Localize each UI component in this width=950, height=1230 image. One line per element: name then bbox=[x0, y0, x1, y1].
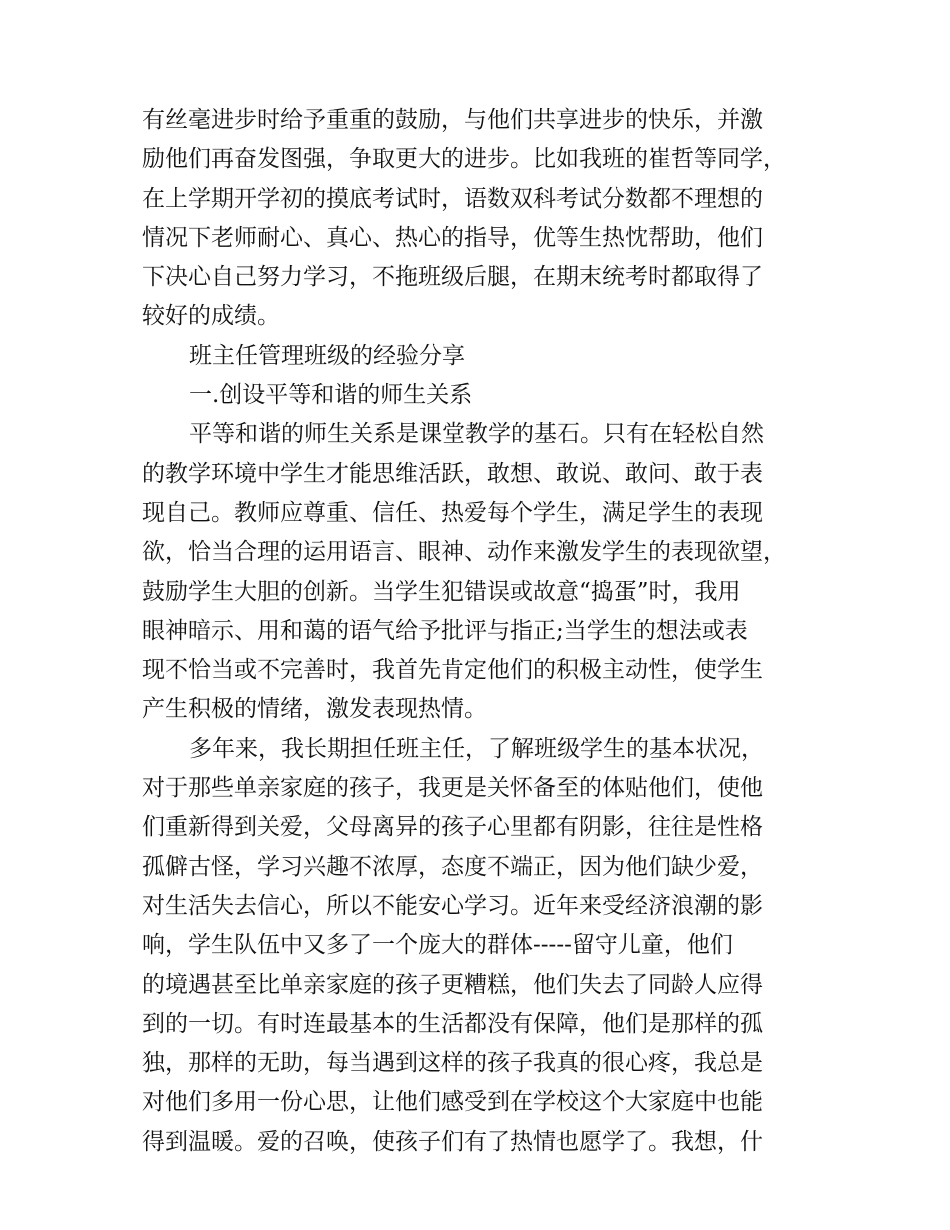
document-body bbox=[142, 101, 832, 1162]
text-line: 平等和谐的师生关系是课堂教学的基石。只有在轻松自然 bbox=[189, 421, 764, 448]
text-line: 较好的成绩。 bbox=[142, 303, 280, 330]
text-line: 独，那样的无助，每当遇到这样的孩子我真的很心疼，我总是 bbox=[142, 1050, 763, 1077]
text-line: 现不恰当或不完善时，我首先肯定他们的积极主动性，使学生 bbox=[142, 657, 763, 684]
text-line: 一.创设平等和谐的师生关系 bbox=[189, 382, 473, 409]
text-line: 下决心自己努力学习，不拖班级后腿，在期末统考时都取得了 bbox=[142, 264, 763, 291]
text-line: 励他们再奋发图强，争取更大的进步。比如我班的崔哲等同学， bbox=[142, 146, 786, 173]
text-line: 眼神暗示、用和蔼的语气给予批评与指正;当学生的想法或表 bbox=[142, 617, 748, 644]
text-line: 的境遇甚至比单亲家庭的孩子更糟糕，他们失去了同龄人应得 bbox=[142, 971, 763, 998]
text-line: 们重新得到关爱，父母离异的孩子心里都有阴影，往往是性格 bbox=[142, 814, 763, 841]
text-line: 有丝毫进步时给予重重的鼓励，与他们共享进步的快乐，并激 bbox=[142, 107, 763, 133]
text-line: 班主任管理班级的经验分享 bbox=[189, 342, 465, 369]
text-line: 对他们多用一份心思，让他们感受到在学校这个大家庭中也能 bbox=[142, 1089, 763, 1116]
text-line: 响，学生队伍中又多了一个庞大的群体-----留守儿童，他们 bbox=[142, 932, 733, 959]
text-line: 欲，恰当合理的运用语言、眼神、动作来激发学生的表现欲望， bbox=[142, 539, 786, 566]
text-line: 鼓励学生大胆的创新。当学生犯错误或故意“捣蛋”时，我用 bbox=[142, 578, 741, 605]
text-line: 对生活失去信心，所以不能安心学习。近年来受经济浪潮的影 bbox=[142, 892, 763, 919]
text-line: 多年来，我长期担任班主任，了解班级学生的基本状况， bbox=[189, 735, 764, 762]
text-line: 现自己。教师应尊重、信任、热爱每个学生，满足学生的表现 bbox=[142, 499, 763, 526]
text-line: 情况下老师耐心、真心、热心的指导，优等生热忱帮助，他们 bbox=[142, 224, 763, 251]
text-line: 对于那些单亲家庭的孩子，我更是关怀备至的体贴他们，使他 bbox=[142, 775, 763, 802]
text-line: 产生积极的情绪，激发表现热情。 bbox=[142, 696, 487, 723]
text-line: 到的一切。有时连最基本的生活都没有保障，他们是那样的孤 bbox=[142, 1010, 763, 1037]
text-line: 的教学环境中学生才能思维活跃，敢想、敢说、敢问、敢于表 bbox=[142, 460, 763, 487]
text-line: 得到温暖。爱的召唤，使孩子们有了热情也愿学了。我想，什 bbox=[142, 1128, 763, 1155]
text-line: 孤僻古怪，学习兴趣不浓厚，态度不端正，因为他们缺少爱， bbox=[142, 853, 763, 880]
text-line: 在上学期开学初的摸底考试时，语数双科考试分数都不理想的 bbox=[142, 185, 763, 212]
